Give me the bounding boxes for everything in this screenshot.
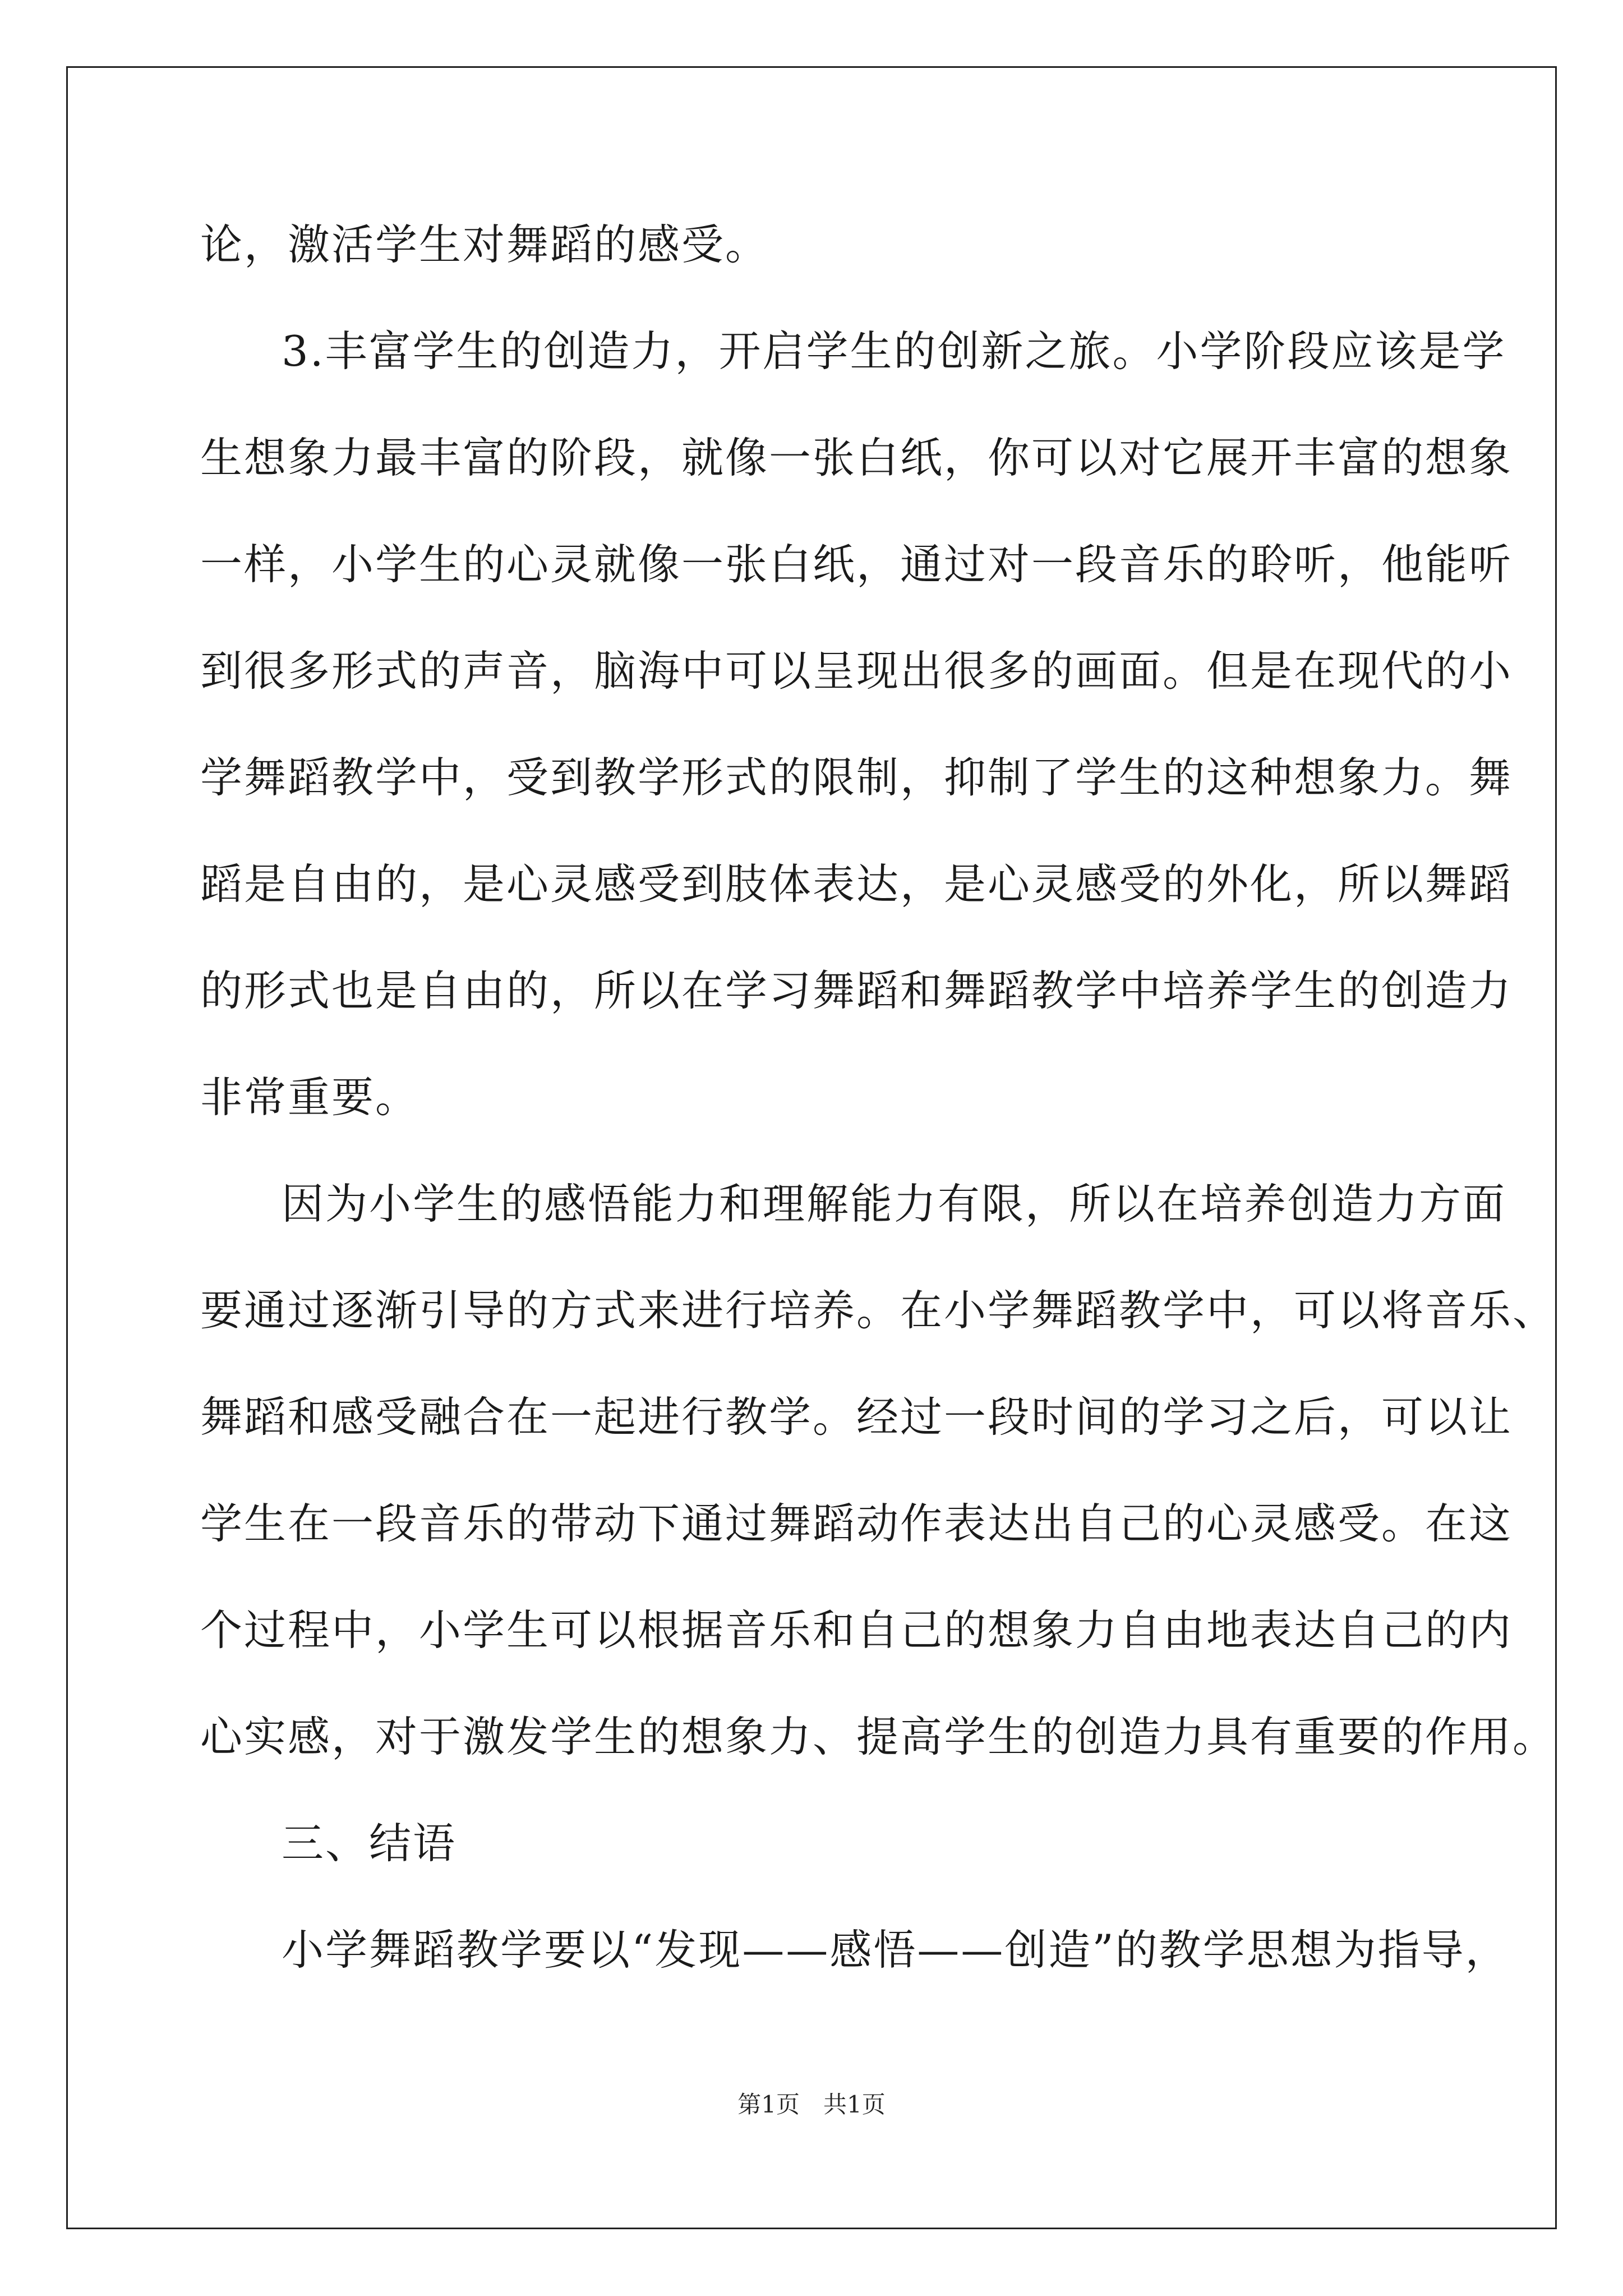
text-line: 3.丰富学生的创造力，开启学生的创新之旅。小学阶段应该是学: [282, 326, 1506, 376]
text-line: 一样，小学生的心灵就像一张白纸，通过对一段音乐的聆听，他能听: [200, 540, 1513, 589]
text-line: 学舞蹈教学中，受到教学形式的限制，抑制了学生的这种想象力。舞: [200, 753, 1513, 802]
text-line: 舞蹈和感受融合在一起进行教学。经过一段时间的学习之后，可以让: [200, 1392, 1513, 1442]
section-heading: 三、结语: [282, 1819, 457, 1868]
text-line: 非常重要。: [200, 1073, 419, 1122]
text-line: 因为小学生的感悟能力和理解能力有限，所以在培养创造力方面: [282, 1179, 1507, 1228]
text-line: 蹈是自由的，是心灵感受到肢体表达，是心灵感受的外化，所以舞蹈: [200, 859, 1513, 909]
text-line: 小学舞蹈教学要以“发现——感悟——创造”的教学思想为指导，: [282, 1925, 1509, 1975]
text-line: 心实感，对于激发学生的想象力、提高学生的创造力具有重要的作用。: [200, 1712, 1557, 1761]
text-line: 学生在一段音乐的带动下通过舞蹈动作表达出自己的心灵感受。在这: [200, 1499, 1513, 1548]
text-line: 生想象力最丰富的阶段，就像一张白纸，你可以对它展开丰富的想象: [200, 433, 1513, 482]
page-number-footer: 第1页 共1页: [737, 2091, 886, 2118]
page-border: [66, 66, 1557, 2229]
text-line: 论，激活学生对舞蹈的感受。: [200, 220, 769, 269]
text-line: 的形式也是自由的，所以在学习舞蹈和舞蹈教学中培养学生的创造力: [200, 966, 1513, 1015]
text-line: 个过程中，小学生可以根据音乐和自己的想象力自由地表达自己的内: [200, 1605, 1513, 1655]
text-line: 到很多形式的声音，脑海中可以呈现出很多的画面。但是在现代的小: [200, 646, 1513, 696]
text-line: 要通过逐渐引导的方式来进行培养。在小学舞蹈教学中，可以将音乐、: [200, 1286, 1557, 1335]
